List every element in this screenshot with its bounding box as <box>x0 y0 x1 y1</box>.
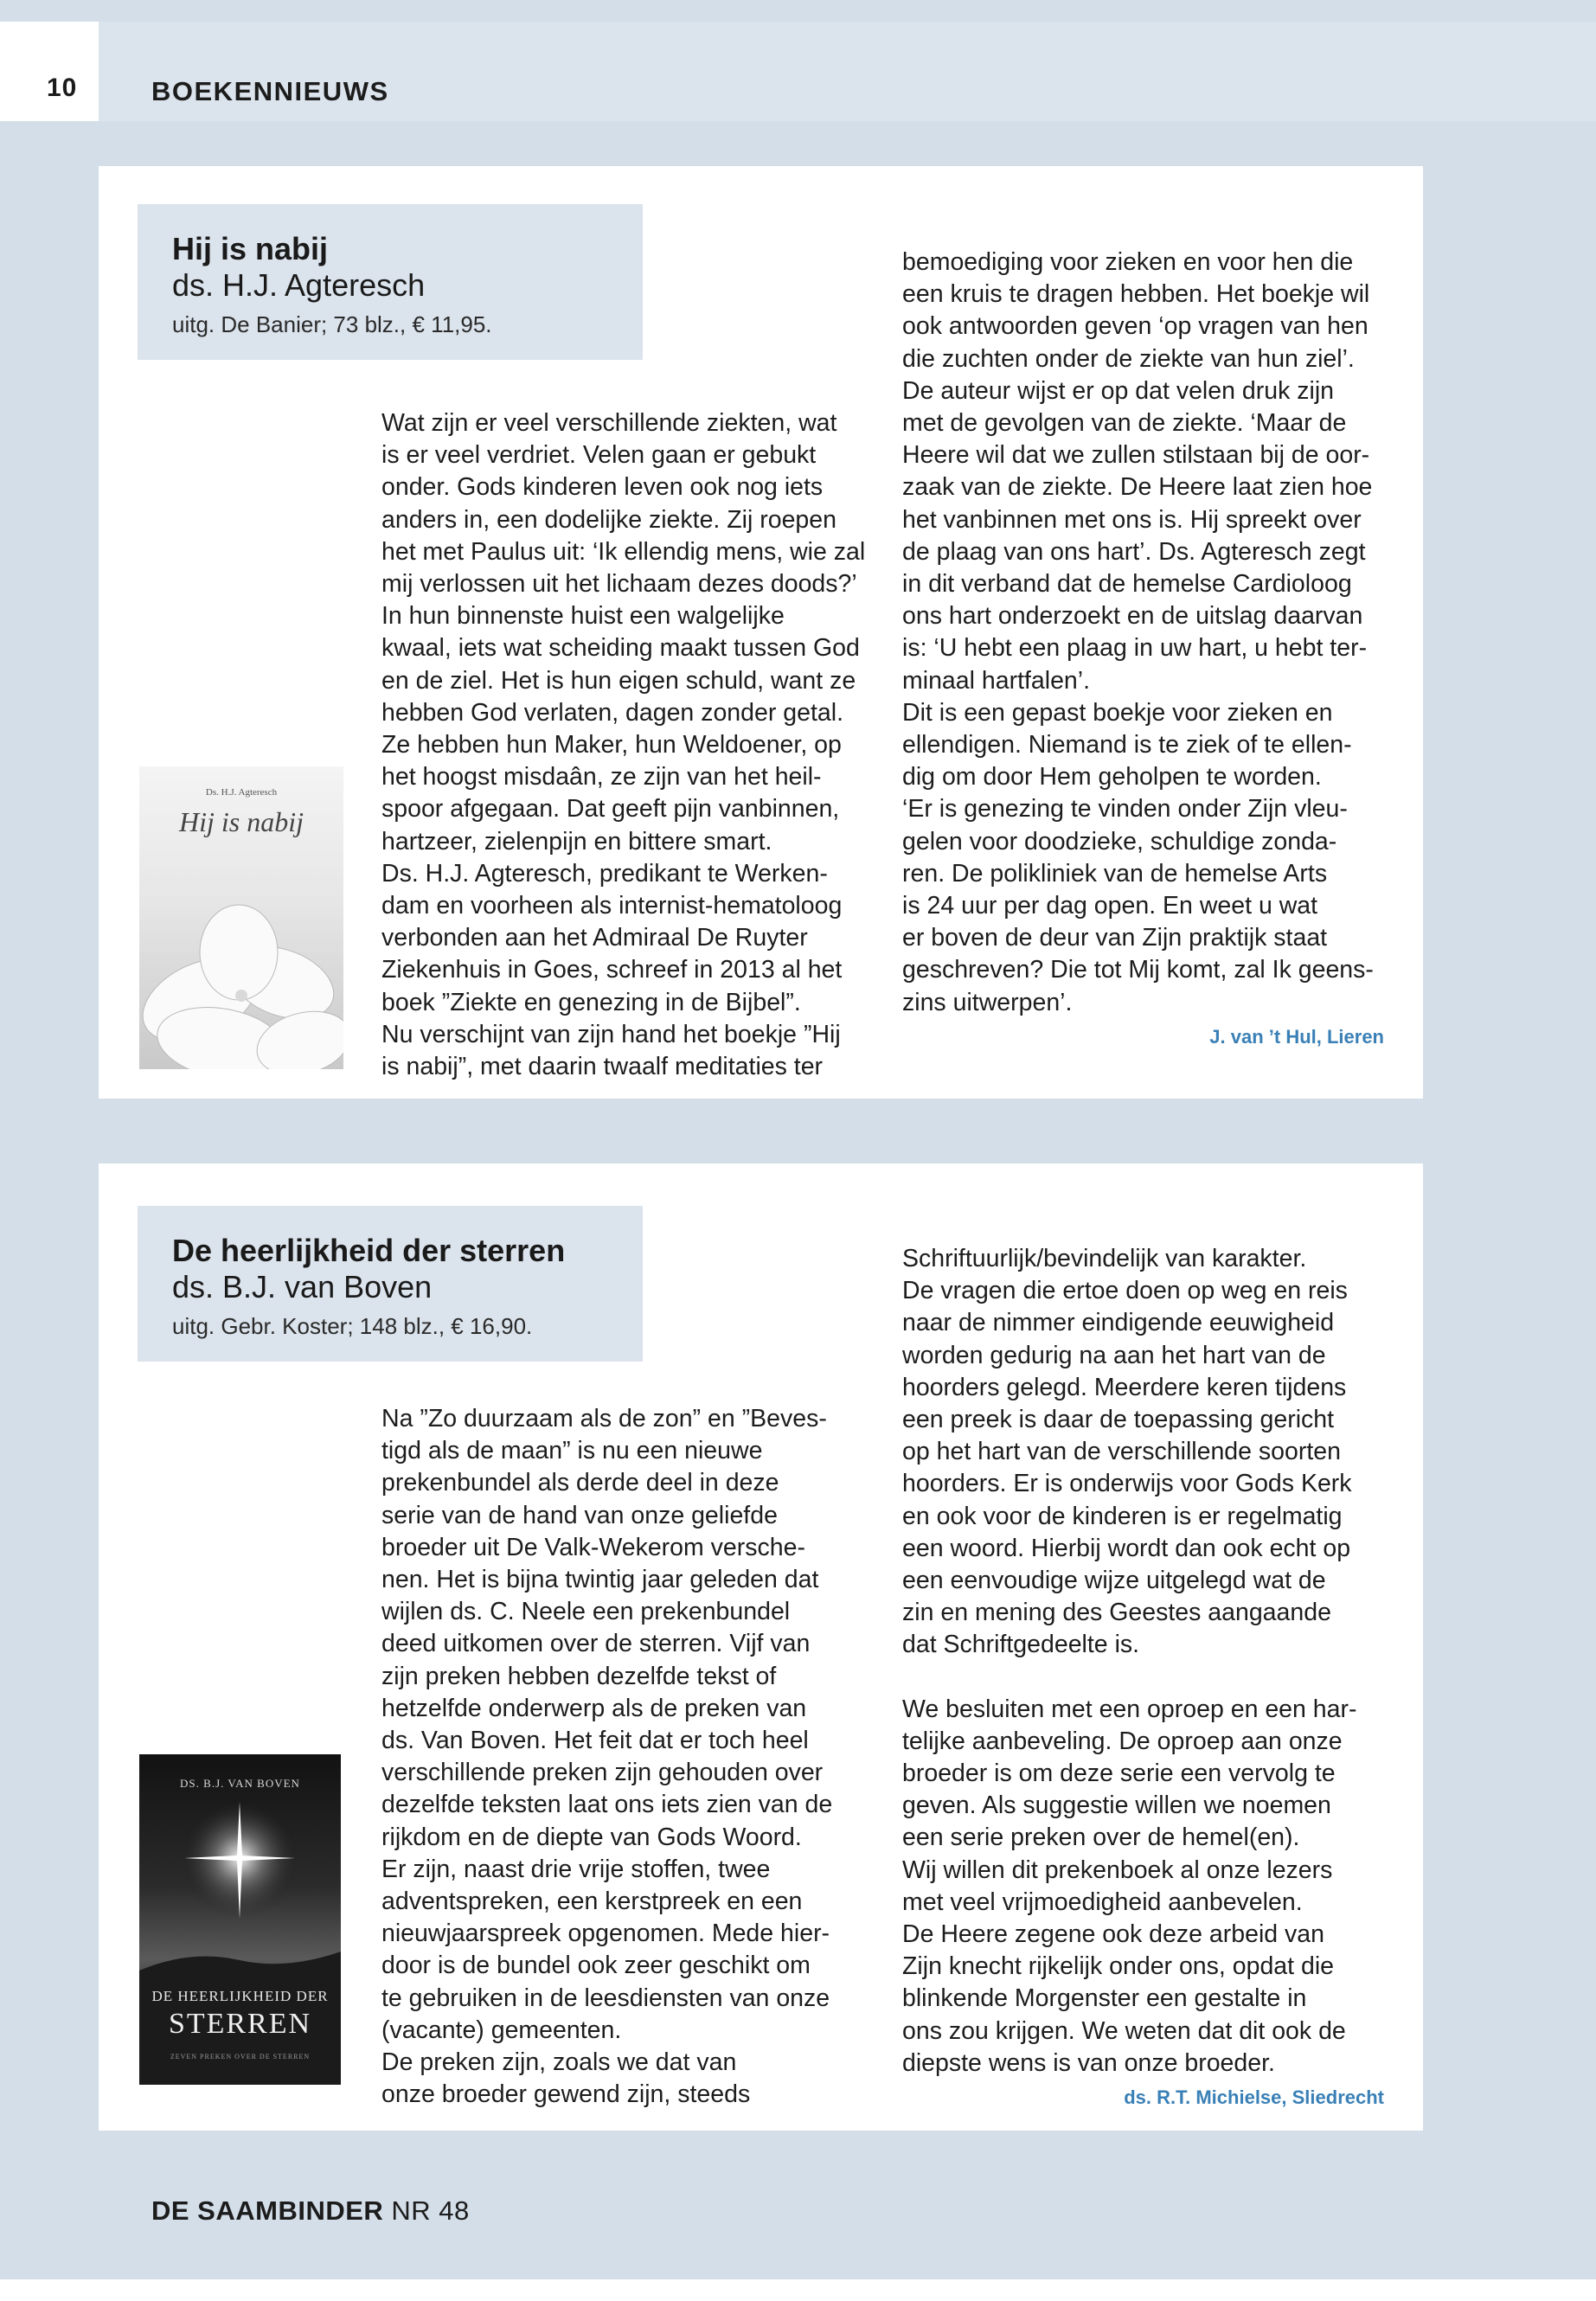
text-line: telijke aanbeveling. De oproep aan onze <box>902 1727 1343 1755</box>
review-card-2 <box>99 1163 1423 2131</box>
text-line: In hun binnenste huist een walgelijke <box>381 602 785 631</box>
review-card-1 <box>99 166 1423 1099</box>
text-line: deed uitkomen over de sterren. Vijf van <box>381 1630 811 1658</box>
text-line: De Heere zegene ook deze arbeid van <box>902 1920 1324 1949</box>
text-line: ellendigen. Niemand is te ziek of te ellen- <box>902 731 1352 760</box>
text-line: zijn preken hebben dezelfde tekst of <box>381 1662 777 1690</box>
text-line: ook antwoorden geven ‘op vragen van hen <box>902 312 1368 341</box>
text-line: nen. Het is bijna twintig jaar geleden dat <box>381 1566 819 1594</box>
text-line: diepste wens is van onze broeder. <box>902 2048 1275 2077</box>
review-2-book-meta: uitg. Gebr. Koster; 148 blz., € 16,90. <box>172 1313 533 1339</box>
text-line: De preken zijn, zoals we dat van <box>381 2048 737 2077</box>
review-2-right-column <box>902 1243 1395 2080</box>
text-line: mij verlossen uit het lichaam dezes doods?’ <box>381 570 857 599</box>
text-line: een kruis te dragen hebben. Het boekje wil <box>902 280 1370 309</box>
text-line: zins uitwerpen’. <box>902 988 1073 1016</box>
text-line: is: ‘U hebt een plaag in uw hart, u hebt ter- <box>902 634 1368 663</box>
text-line: Zijn knecht rijkelijk onder ons, opdat die <box>902 1952 1335 1981</box>
text-line: ds. Van Boven. Het feit dat er toch heel <box>381 1727 809 1755</box>
text-line: (vacante) gemeenten. <box>381 2016 622 2044</box>
text-line: te gebruiken in de leesdiensten van onze <box>381 1984 830 2012</box>
text-line: is er veel verdriet. Velen gaan er gebukt <box>381 441 817 470</box>
text-line: hoorders gelegd. Meerdere keren tijdens <box>902 1373 1347 1401</box>
text-line: met de gevolgen van de ziekte. ‘Maar de <box>902 409 1347 438</box>
text-line: ons zou krijgen. We weten dat dit ook de <box>902 2016 1346 2045</box>
review-2-cover-subtitle: ZEVEN PREKEN OVER DE STERREN <box>170 2053 311 2061</box>
text-line: Ziekenhuis in Goes, schreef in 2013 al het <box>381 956 843 984</box>
text-line: en ook voor de kinderen is er regelmatig <box>902 1502 1343 1530</box>
text-line: Er zijn, naast drie vrije stoffen, twee <box>381 1855 771 1883</box>
text-line: minaal hartfalen’. <box>902 666 1091 695</box>
review-2-book-title: De heerlijkheid der sterren <box>172 1233 566 1268</box>
footer-issue: NR 48 <box>391 2195 470 2226</box>
text-line: met veel vrijmoedigheid aanbevelen. <box>902 1888 1303 1916</box>
text-line: broeder uit De Valk-Wekerom verschе- <box>381 1533 805 1561</box>
text-line: op het hart van de verschillende soorten <box>902 1438 1341 1466</box>
text-line: onder. Gods kinderen leven ook nog iets <box>381 473 824 502</box>
text-line: een serie preken over de hemel(en). <box>902 1823 1300 1852</box>
review-1-book-author: ds. H.J. Agteresch <box>172 267 426 303</box>
review-1-book-meta: uitg. De Banier; 73 blz., € 11,95. <box>172 311 492 337</box>
text-line: worden gedurig na aan het hart van de <box>902 1341 1326 1369</box>
text-line: ‘Er is genezing te vinden onder Zijn vleu- <box>902 795 1348 824</box>
text-line: hartzeer, zielenpijn en bittere smart. <box>381 827 772 856</box>
text-line: We besluiten met een oproep en een har- <box>902 1695 1357 1723</box>
text-line: de plaag van ons hart’. Ds. Agteresch zegt <box>902 537 1366 566</box>
text-line: onze broeder gewend zijn, steeds <box>381 2080 751 2109</box>
text-line: het met Paulus uit: ‘Ik ellendig mens, wie zal <box>381 537 866 566</box>
text-line: naar de nimmer eindigende eeuwigheid <box>902 1309 1335 1337</box>
text-line: dat Schriftgedeelte is. <box>902 1631 1140 1659</box>
review-1-signature: J. van ’t Hul, Lieren <box>1209 1026 1384 1048</box>
text-line: Ze hebben hun Maker, hun Weldoener, op <box>381 731 842 760</box>
text-line: is nabij”, met daarin twaalf meditaties ter <box>381 1053 824 1081</box>
review-2-book-author: ds. B.J. van Boven <box>172 1269 433 1304</box>
text-line: Ds. H.J. Agteresch, predikant te Werken- <box>381 859 828 888</box>
text-line: is 24 uur per dag open. En weet u wat <box>902 892 1318 920</box>
text-line: verschillende preken zijn gehouden over <box>381 1759 824 1787</box>
review-1-right-column <box>902 247 1395 1019</box>
review-2-cover-title-line2: STERREN <box>168 2008 312 2040</box>
text-line: Wij willen dit prekenboek al onze lezers <box>902 1856 1333 1884</box>
review-1-book-cover <box>139 766 343 1069</box>
text-line: hetzelfde onderwerp als de preken van <box>381 1694 807 1722</box>
paragraph-gap <box>902 1662 1395 1694</box>
text-line: wijlen ds. C. Neele een prekenbundel <box>381 1598 791 1626</box>
text-line: Heere wil dat we zullen stilstaan bij de oor- <box>902 441 1370 470</box>
text-line: rijkdom en de diepte van Gods Woord. <box>381 1823 802 1851</box>
text-line: boek ”Ziekte en genezing in de Bijbel”. <box>381 988 801 1016</box>
text-line: geven. Als suggestie willen we noemen <box>902 1791 1331 1820</box>
text-line: Dit is een gepast boekje voor zieken en <box>902 698 1333 727</box>
text-line: blinkende Morgenster een gestalte in <box>902 1984 1307 2013</box>
text-line: in dit verband dat de hemelse Cardioloog <box>902 570 1352 599</box>
text-line: een preek is daar de toepassing gericht <box>902 1406 1335 1434</box>
text-line: geschreven? Die tot Mij komt, zal Ik geens- <box>902 956 1374 984</box>
review-2-signature: ds. R.T. Michielse, Sliedrecht <box>1124 2086 1384 2108</box>
review-2-cover-author: DS. B.J. VAN BOVEN <box>180 1777 300 1790</box>
text-line: door is de bundel ook zeer geschikt om <box>381 1952 811 1980</box>
text-line: gelen voor doodzieke, schuldige zonda- <box>902 827 1337 856</box>
text-line: ren. De polikliniek van de hemelse Arts <box>902 859 1328 888</box>
text-line: nieuwjaarspreek opgenomen. Mede hier- <box>381 1920 830 1948</box>
bottom-strip <box>0 2279 1596 2301</box>
review-2-title-box <box>138 1206 643 1362</box>
text-line: anders in, een dodelijke ziekte. Zij roepen <box>381 505 836 534</box>
text-line: verbonden aan het Admiraal De Ruyter <box>381 924 808 952</box>
footer <box>151 2195 470 2227</box>
text-line: er boven de deur van Zijn praktijk staat <box>902 924 1328 952</box>
text-line: het hoogst misdaân, ze zijn van het heil- <box>381 763 822 792</box>
text-line: en de ziel. Het is hun eigen schuld, want ze <box>381 666 856 695</box>
text-line: De vragen die ertoe doen op weg en reis <box>902 1277 1348 1305</box>
text-line: serie van de hand van onze geliefde <box>381 1501 778 1529</box>
text-line: De auteur wijst er op dat velen druk zijn <box>902 376 1335 405</box>
text-line: zin en mening des Geestes aangaande <box>902 1599 1331 1627</box>
review-1-left-column <box>381 407 875 1083</box>
review-1-book-title: Hij is nabij <box>172 231 329 266</box>
section-title: BOEKENNIEUWS <box>151 76 389 106</box>
review-1-title-box <box>138 204 643 360</box>
text-line: zaak van de ziekte. De Heere laat zien hoe <box>902 473 1373 502</box>
text-line: kwaal, iets wat scheiding maakt tussen God <box>381 634 860 663</box>
text-line: dezelfde teksten laat ons iets zien van de <box>381 1791 833 1819</box>
review-1-cover-title: Hij is nabij <box>178 806 304 837</box>
text-line: dig om door Hem geholpen te worden. <box>902 763 1322 792</box>
page-number: 10 <box>47 74 78 102</box>
text-line: het vanbinnen met ons is. Hij spreekt over <box>902 505 1362 534</box>
text-line: Na ”Zo duurzaam als de zon” en ”Beves- <box>381 1405 827 1433</box>
text-line: Schriftuurlijk/bevindelijk van karakter. <box>902 1245 1307 1272</box>
text-line: prekenbundel als derde deel in deze <box>381 1469 779 1497</box>
review-1-cover-author: Ds. H.J. Agteresch <box>205 787 278 798</box>
text-line: die zuchten onder de ziekte van hun ziel’. <box>902 344 1355 373</box>
text-line: ons hart onderzoekt en de uitslag daarvan <box>902 602 1363 631</box>
review-2-cover-title-line1: DE HEERLIJKHEID DER <box>151 1988 329 2004</box>
text-line: tigd als de maan” is nu een nieuwe <box>381 1437 763 1465</box>
text-line: een eenvoudige wijze uitgelegd wat de <box>902 1567 1326 1595</box>
text-line: bemoediging voor zieken en voor hen die <box>902 248 1354 276</box>
footer-brand: DE SAAMBINDER <box>151 2195 384 2226</box>
text-line: Nu verschijnt van zijn hand het boekje ”Hij <box>381 1020 841 1048</box>
text-line: adventspreken, een kerstpreek en een <box>381 1888 803 1916</box>
text-line: broeder is om deze serie een vervolg te <box>902 1759 1336 1788</box>
text-line: dam en voorheen als internist-hematoloog <box>381 892 843 920</box>
review-2-left-column <box>381 1403 875 2111</box>
text-line: een woord. Hierbij wordt dan ook echt op <box>902 1534 1351 1562</box>
text-line: hoorders. Er is onderwijs voor Gods Kerk <box>902 1470 1352 1498</box>
review-2-book-cover <box>139 1754 341 2085</box>
page-number-tab <box>0 22 99 121</box>
text-line: spoor afgegaan. Dat geeft pijn vanbinnen, <box>381 795 840 824</box>
text-line: hebben God verlaten, dagen zonder getal. <box>381 698 843 727</box>
text-line: Wat zijn er veel verschillende ziekten, wat <box>381 409 837 437</box>
